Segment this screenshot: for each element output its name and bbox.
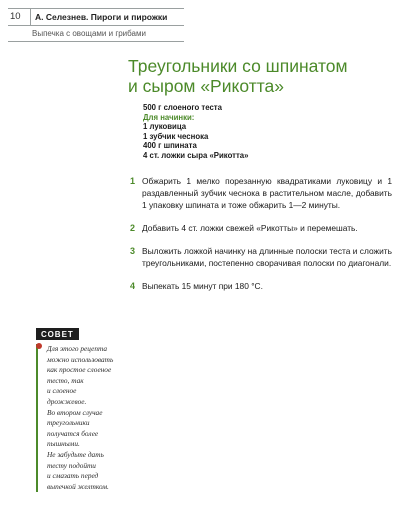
tip-body	[36, 344, 136, 492]
step-number: 1	[130, 176, 136, 186]
tip-line: пышными.	[47, 439, 80, 449]
ingredient-dough: 500 г слоеного теста	[143, 103, 222, 112]
ingredient-list	[143, 103, 343, 161]
step-4	[130, 280, 392, 292]
step-text: Выложить ложкой начинку на длинные полоски теста и сложить треугольниками, постепенно сворачивая полоски по диагонали.	[142, 246, 392, 268]
tip-line: тесту подойти	[47, 460, 96, 470]
tip-box	[36, 324, 136, 492]
step-number: 3	[130, 246, 136, 256]
book-title: А. Селезнев. Пироги и пирожки	[35, 12, 168, 22]
tip-line: тесто, так	[47, 375, 84, 385]
ingredient-item: 1 луковица	[143, 122, 187, 132]
recipe-title-line-2: и сыром «Рикотта»	[128, 76, 285, 96]
tip-line: Не забудьте дать	[47, 449, 104, 459]
tip-line: и смазать перед	[47, 471, 99, 481]
step-2	[130, 222, 392, 234]
recipe-title	[128, 56, 388, 96]
tip-line: как простое слоеное	[47, 365, 112, 375]
tip-line: получатся более	[47, 428, 99, 438]
step-text: Добавить 4 ст. ложки свежей «Рикотты» и перемешать.	[142, 223, 358, 233]
page-number: 10	[8, 9, 31, 25]
tip-label: СОВЕТ	[36, 328, 79, 340]
tip-marker-icon	[36, 343, 42, 349]
tip-line: выпечкой желтком.	[47, 481, 109, 491]
header-top-row	[8, 9, 184, 26]
tip-line: можно использовать	[47, 354, 114, 364]
ingredient-item: 400 г шпината	[143, 141, 197, 151]
step-number: 2	[130, 223, 136, 233]
ingredient-item: 1 зубчик чеснока	[143, 131, 209, 141]
step-list	[130, 175, 392, 303]
running-header	[8, 8, 184, 42]
step-number: 4	[130, 281, 136, 291]
step-text: Выпекать 15 минут при 180 °С.	[142, 281, 263, 291]
tip-line: Во втором случае	[47, 407, 103, 417]
step-3	[130, 245, 392, 269]
section-title: Выпечка с овощами и грибами	[32, 29, 146, 38]
tip-line: Для этого рецепта	[47, 344, 108, 353]
tip-line: и слоеное	[47, 386, 77, 396]
filling-label: Для начинки:	[143, 112, 195, 122]
ingredient-item: 4 ст. ложки сыра «Рикотта»	[143, 150, 249, 160]
recipe-title-line-1: Треугольники со шпинатом	[128, 56, 348, 76]
tip-line: дрожжевое.	[47, 396, 87, 406]
step-text: Обжарить 1 мелко порезанную квадратиками луковицу и 1 раздавленный зубчик чеснока в растительном масле, добавить 1 упаковку шпината и тоже обжарить 1—2 минуты.	[142, 176, 392, 210]
step-1	[130, 175, 392, 211]
tip-line: треугольники	[47, 418, 90, 428]
